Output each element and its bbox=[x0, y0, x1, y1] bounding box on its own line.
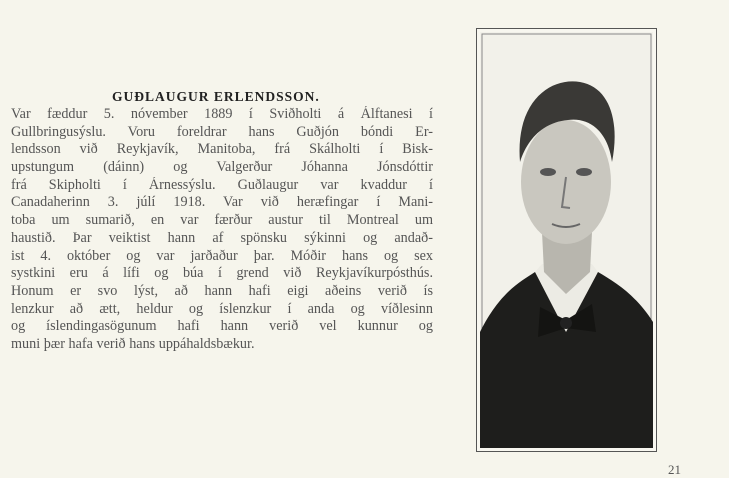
text-line: lendsson við Reykjavík, Manitoba, frá Skálholti í Bisk- bbox=[11, 141, 433, 158]
text-line: frá Skipholti í Árnessýslu. Guðlaugur var kvaddur í bbox=[11, 176, 433, 193]
text-line: Canadaherinn 3. júlí 1918. Var við heræfingar í Mani- bbox=[11, 194, 433, 211]
text-line: haustið. Þar veiktist hann af spönsku sýkinni og andað- bbox=[11, 229, 433, 246]
text-line: og íslendingasögunum hafi hann verið vel kunnur og bbox=[11, 318, 433, 335]
text-line: systkini eru á lífi og búa í grend við Reykjavíkurpósthús. bbox=[11, 265, 433, 282]
portrait-image bbox=[480, 32, 653, 448]
text-line: upstungum (dáinn) og Valgerður Jóhanna Jónsdóttir bbox=[11, 159, 433, 176]
portrait-photo bbox=[476, 28, 657, 452]
article-body bbox=[11, 106, 433, 354]
page-number: 21 bbox=[668, 462, 681, 477]
text-line: Honum er svo lýst, að hann hafi eigi aðeins verið ís bbox=[11, 282, 433, 299]
article-title: GUÐLAUGUR ERLENDSSON. bbox=[112, 89, 320, 104]
text-line: muni þær hafa verið hans uppáhaldsbækur. bbox=[11, 335, 255, 352]
text-line: Var fæddur 5. nóvember 1889 í Sviðholti á Álftanesi í bbox=[11, 106, 433, 122]
text-line: toba um sumarið, en var færður austur til Montreal um bbox=[11, 212, 433, 229]
text-line: lenzkur að ætt, heldur og íslenzkur í anda og víðlesinn bbox=[11, 300, 433, 317]
text-line: ist 4. október og var jarðaður þar. Móðir hans og sex bbox=[11, 247, 433, 264]
text-line: Gullbringusýslu. Voru foreldrar hans Guðjón bóndi Er- bbox=[11, 123, 433, 140]
